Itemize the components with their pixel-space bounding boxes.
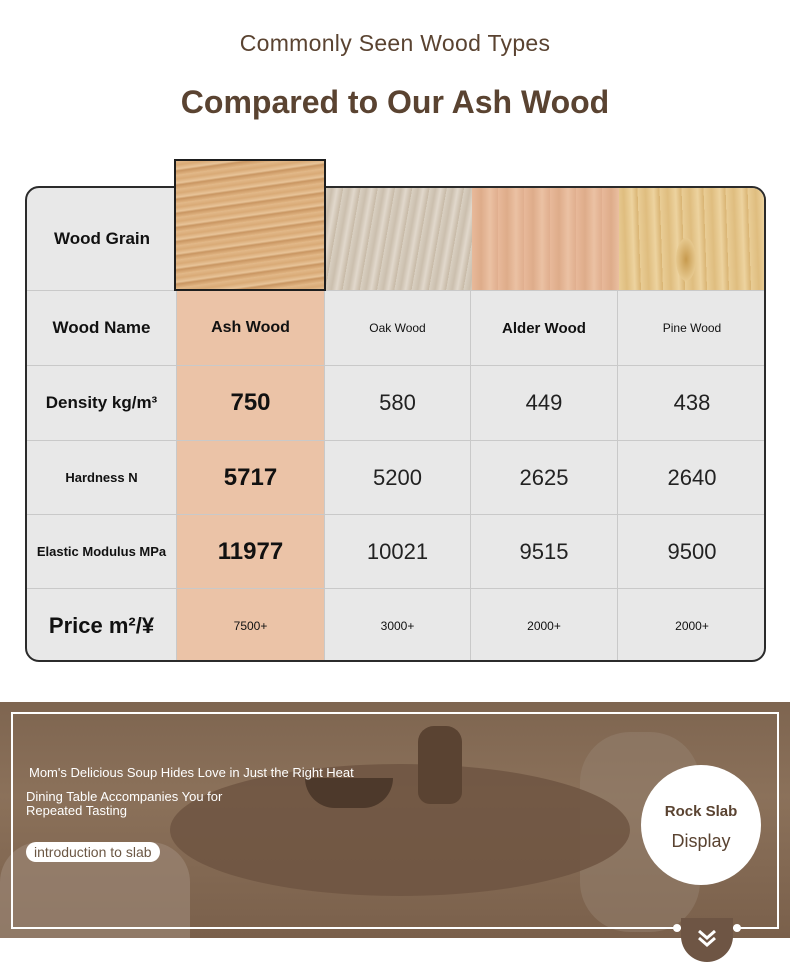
rock-slab-display-badge[interactable] xyxy=(641,765,761,885)
table-row-density xyxy=(27,366,766,440)
carousel-dot xyxy=(733,924,741,932)
double-chevron-down-icon xyxy=(696,927,718,954)
row-label-hardness: Hardness N xyxy=(27,441,177,514)
hardness-oak: 5200 xyxy=(325,441,471,514)
table-row-elastic xyxy=(27,515,766,588)
slab-intro-button[interactable]: introduction to slab xyxy=(26,842,160,862)
wood-name-alder: Alder Wood xyxy=(471,291,618,365)
wood-comparison-table xyxy=(25,186,766,662)
alder-wood-grain-swatch xyxy=(472,188,619,290)
oak-wood-grain-swatch xyxy=(326,188,472,290)
table-row-hardness xyxy=(27,441,766,514)
header xyxy=(0,0,790,150)
density-pine: 438 xyxy=(673,390,711,415)
section-subtitle: Commonly Seen Wood Types xyxy=(239,30,551,56)
row-label-price: Price m²/¥ xyxy=(27,589,177,662)
price-ash: 7500+ xyxy=(177,589,325,662)
hardness-ash: 5717 xyxy=(177,441,325,514)
pine-wood-grain-swatch xyxy=(619,188,766,290)
wood-name-ash: Ash Wood xyxy=(177,291,325,365)
scroll-down-button[interactable] xyxy=(681,918,733,962)
elastic-alder: 9515 xyxy=(471,515,618,588)
density-oak: 580 xyxy=(325,366,471,440)
row-label-density: Density kg/m³ xyxy=(27,366,177,440)
price-pine: 2000+ xyxy=(675,618,709,633)
banner-headline: Mom's Delicious Soup Hides Love in Just the Right Heat xyxy=(29,765,354,780)
row-label-name: Wood Name xyxy=(27,291,177,365)
banner-subline: Dining Table Accompanies You for Repeated Tasting xyxy=(26,789,223,818)
elastic-ash: 11977 xyxy=(177,515,325,588)
density-ash: 750 xyxy=(177,366,325,440)
badge-bottom-text: Display xyxy=(671,831,731,851)
elastic-pine: 9500 xyxy=(667,538,717,564)
table-row-name xyxy=(27,291,766,365)
section-title: Compared to Our Ash Wood xyxy=(180,84,610,120)
density-alder: 449 xyxy=(471,366,618,440)
ash-wood-grain-swatch xyxy=(174,159,326,291)
price-oak: 3000+ xyxy=(325,589,471,662)
wood-name-oak: Oak Wood xyxy=(325,291,471,365)
rock-slab-banner xyxy=(0,702,790,938)
row-label-grain: Wood Grain xyxy=(53,229,150,248)
badge-top-text: Rock Slab xyxy=(664,803,738,820)
hardness-alder: 2625 xyxy=(471,441,618,514)
price-alder: 2000+ xyxy=(471,589,618,662)
carousel-dot xyxy=(673,924,681,932)
row-label-elastic: Elastic Modulus MPa xyxy=(27,515,177,588)
wood-name-pine: Pine Wood xyxy=(662,321,722,335)
hardness-pine: 2640 xyxy=(667,464,717,490)
elastic-oak: 10021 xyxy=(325,515,471,588)
table-row-price xyxy=(27,589,766,662)
